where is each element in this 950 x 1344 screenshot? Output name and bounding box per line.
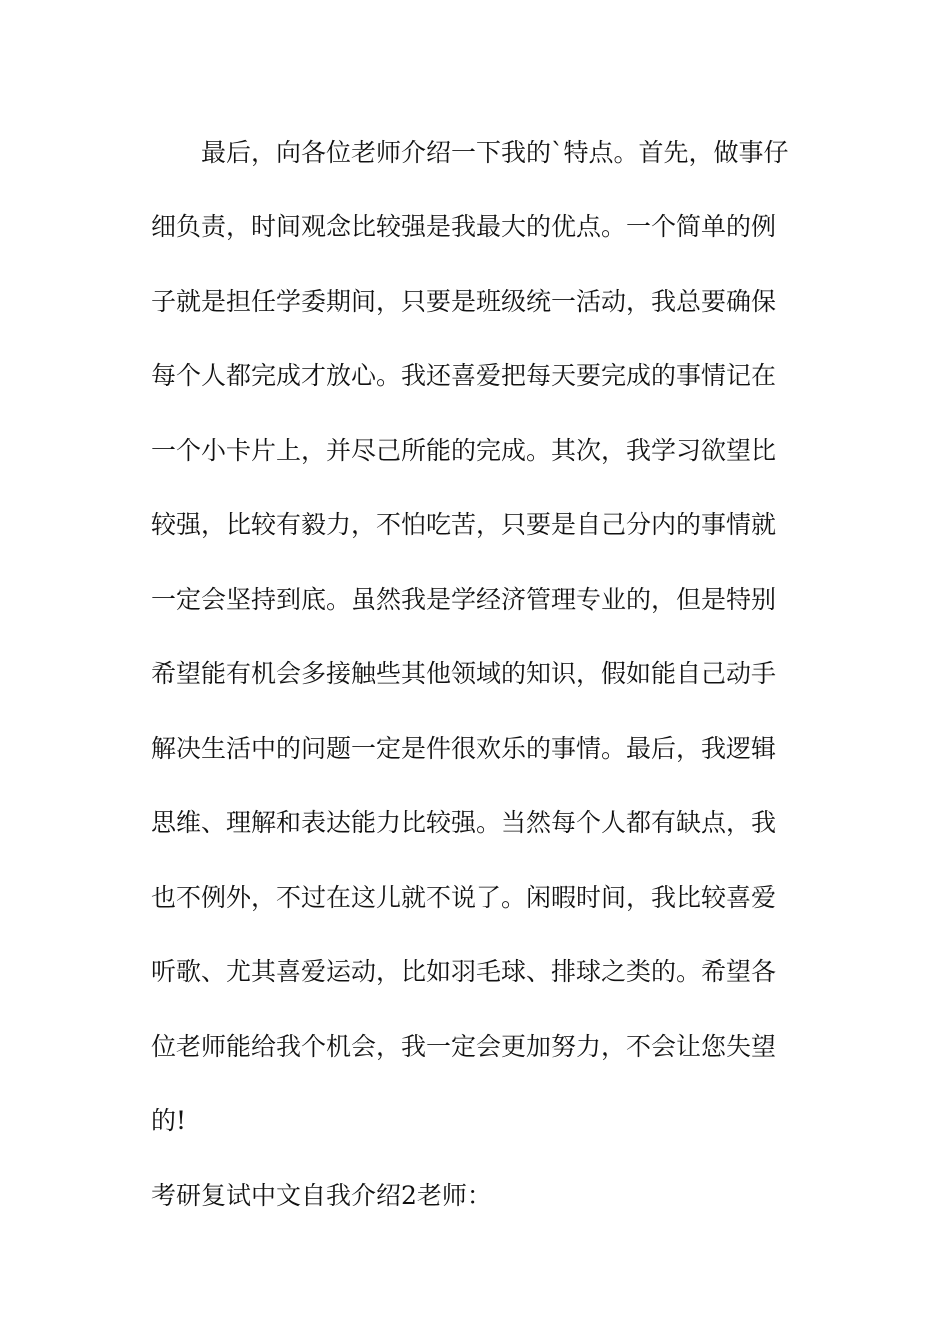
paragraph-line-8: 希望能有机会多接触些其他领域的知识，假如能自己动手: [151, 659, 777, 688]
paragraph-line-7: 一定会坚持到底。虽然我是学经济管理专业的，但是特别: [151, 585, 777, 614]
paragraph-line-3: 子就是担任学委期间，只要是班级统一活动，我总要确保: [151, 287, 777, 316]
paragraph-line-5: 一个小卡片上，并尽己所能的完成。其次，我学习欲望比: [151, 436, 777, 465]
paragraph-line-13: 位老师能给我个机会，我一定会更加努力，不会让您失望: [151, 1032, 777, 1061]
paragraph-line-10: 思维、理解和表达能力比较强。当然每个人都有缺点，我: [151, 808, 777, 837]
paragraph-line-4: 每个人都完成才放心。我还喜爱把每天要完成的事情记在: [151, 361, 777, 390]
paragraph-line-9: 解决生活中的问题一定是件很欢乐的事情。最后，我逻辑: [151, 734, 777, 763]
paragraph-line-1: 最后，向各位老师介绍一下我的`特点。首先，做事仔: [151, 138, 789, 167]
paragraph-line-11: 也不例外，不过在这儿就不说了。闲暇时间，我比较喜爱: [151, 883, 777, 912]
paragraph-line-2: 细负责，时间观念比较强是我最大的优点。一个简单的例: [151, 212, 777, 241]
paragraph-line-12: 听歌、尤其喜爱运动，比如羽毛球、排球之类的。希望各: [151, 957, 777, 986]
paragraph-line-14: 的!: [151, 1106, 187, 1135]
section-heading: 考研复试中文自我介绍2老师：: [151, 1181, 492, 1210]
paragraph-line-6: 较强，比较有毅力，不怕吃苦，只要是自己分内的事情就: [151, 510, 777, 539]
